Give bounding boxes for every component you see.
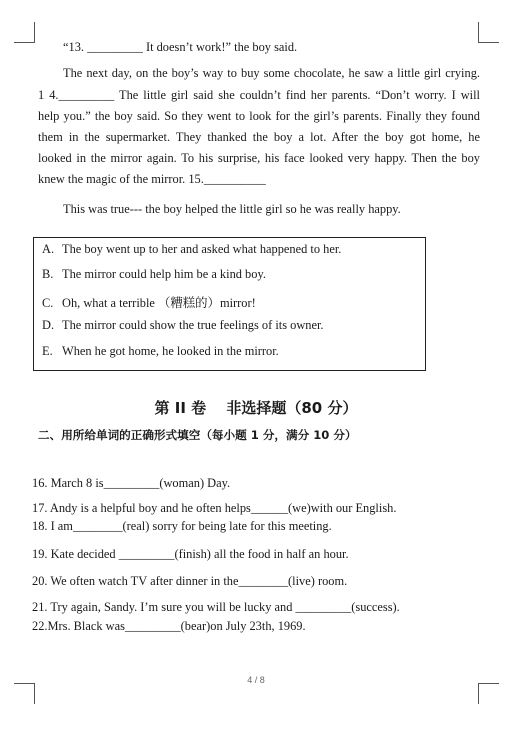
passage-line: help you.” the boy said. So they went to look for the girl’s parents. Finally they found: [38, 109, 480, 123]
crop-mark-bottom-right: [478, 683, 499, 704]
question-item: 16. March 8 is_________(woman) Day.: [32, 476, 231, 490]
question-item: 17. Andy is a helpful boy and he often helps______(we)with our English.: [32, 501, 397, 515]
section-subtitle: 二、用所给单词的正确形式填空（每小题 1 分，满分 10 分）: [38, 428, 357, 442]
question-item: 19. Kate decided _________(finish) all the food in half an hour.: [32, 547, 349, 561]
option-c: [42, 293, 256, 311]
passage-line: them in the supermarket. They thanked the boy a lot. After the boy got home, he: [38, 130, 480, 144]
option-text: When he got home, he looked in the mirror.: [62, 344, 279, 358]
options-box: [33, 237, 426, 371]
crop-mark-top-left: [14, 22, 35, 43]
crop-mark-top-right: [478, 22, 499, 43]
question-item: 18. I am________(real) sorry for being late for this meeting.: [32, 519, 332, 533]
crop-mark-bottom-left: [14, 683, 35, 704]
option-letter: C.: [42, 296, 54, 310]
option-letter: A.: [42, 242, 55, 256]
option-d: [42, 318, 324, 333]
option-letter: B.: [42, 267, 54, 281]
passage-closing: This was true--- the boy helped the little girl so he was really happy.: [63, 202, 401, 216]
passage-q13: “13. _________ It doesn’t work!” the boy said.: [63, 40, 298, 54]
passage-line: looked in the mirror again. To his surprise, his face looked very happy. Then the boy: [38, 151, 480, 165]
option-text: The boy went up to her and asked what happened to her.: [62, 242, 342, 256]
option-text: The mirror could show the true feelings of its owner.: [62, 318, 324, 332]
option-letter: E.: [42, 344, 53, 358]
option-text: Oh, what a terrible （糟糕的）mirror!: [62, 296, 256, 310]
option-letter: D.: [42, 318, 55, 332]
option-a: [42, 242, 341, 257]
question-item: 21. Try again, Sandy. I’m sure you will be lucky and _________(success).: [32, 600, 400, 614]
passage-line: knew the magic of the mirror. 15.__________: [38, 172, 266, 186]
option-e: [42, 344, 279, 359]
question-item: 20. We often watch TV after dinner in the________(live) room.: [32, 574, 348, 588]
option-b: [42, 267, 266, 282]
option-text: The mirror could help him be a kind boy.: [62, 267, 266, 281]
passage-line: 1 4._________ The little girl said she couldn’t find her parents. “Don’t worry. I will: [38, 88, 480, 102]
question-item: 22.Mrs. Black was_________(bear)on July 23th, 1969.: [32, 619, 306, 633]
section-title: 第 II 卷 非选择题（80 分）: [154, 399, 358, 417]
passage-line: The next day, on the boy’s way to buy some chocolate, he saw a little girl crying.: [63, 66, 480, 80]
page-number: 4 / 8: [247, 675, 265, 685]
